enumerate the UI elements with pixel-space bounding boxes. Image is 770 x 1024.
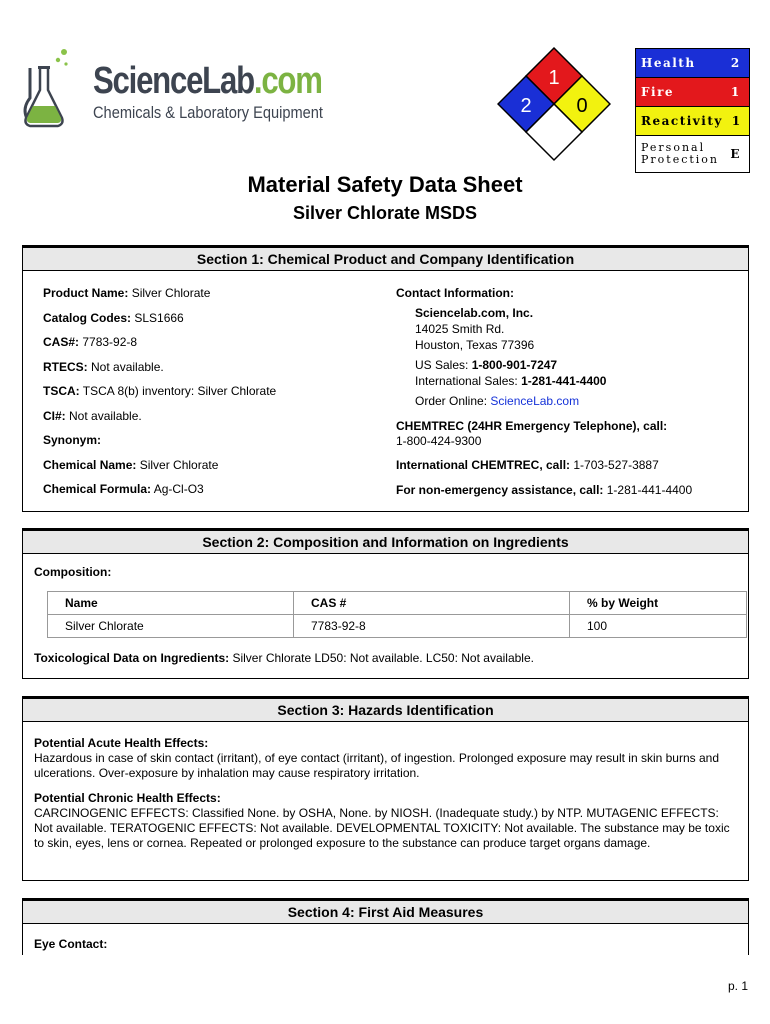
product-name: Product Name: Silver Chlorate	[43, 286, 211, 300]
ci-number: CI#: Not available.	[43, 409, 142, 423]
hmis-health-row: Health 2	[636, 49, 749, 78]
page-title: Material Safety Data Sheet	[247, 172, 523, 197]
chemtrec-label: CHEMTREC (24HR Emergency Telephone), call:	[396, 419, 668, 433]
composition-label: Composition:	[34, 565, 112, 579]
rtecs: RTECS: Not available.	[43, 360, 164, 374]
table-header-row: Name CAS # % by Weight	[48, 592, 747, 615]
section-3	[22, 696, 749, 881]
hmis-table	[635, 48, 750, 173]
catalog-codes: Catalog Codes: SLS1666	[43, 311, 184, 325]
nfpa-reactivity-value: 0	[576, 95, 588, 117]
section-1	[22, 245, 749, 512]
section-2	[22, 528, 749, 679]
nfpa-diamond	[497, 46, 611, 164]
table-row: Silver Chlorate 7783-92-8 100	[48, 615, 747, 638]
address-line-2: Houston, Texas 77396	[415, 338, 535, 352]
logo-brand: ScienceLab.com	[93, 60, 322, 102]
chemtrec-phone: 1-800-424-9300	[396, 434, 482, 448]
chronic-effects: Potential Chronic Health Effects: CARCINOGENIC EFFECTS: Classified None. by OSHA, None. by NIOSH. (Inadequate study.) by NTP. MUTAGENIC EFFECTS: Not available. TERATOGENIC EFFECTS: Not available. DEVELOPMENTAL TOXICITY: Not available. The substance may be toxic to skin, eyes, lens or cornea. Repeated or prolonged exposure to the substance can produce target organs damage.	[34, 791, 730, 850]
us-sales: US Sales: 1-800-901-7247	[415, 358, 558, 372]
address-line-1: 14025 Smith Rd.	[415, 322, 505, 336]
eye-contact-label: Eye Contact:	[34, 937, 108, 951]
intl-sales: International Sales: 1-281-441-4400	[415, 374, 607, 388]
section-3-heading: Section 3: Hazards Identification	[23, 697, 748, 722]
non-emergency: For non-emergency assistance, call: 1-281-441-4400	[396, 483, 693, 497]
company-name: Sciencelab.com, Inc.	[415, 306, 534, 320]
nfpa-fire-value: 1	[548, 67, 560, 89]
nfpa-health-value: 2	[520, 95, 532, 117]
tsca: TSCA: TSCA 8(b) inventory: Silver Chlorate	[43, 384, 277, 398]
hmis-reactivity-row: Reactivity 1	[636, 107, 749, 136]
chemical-formula: Chemical Formula: Ag-Cl-O3	[43, 482, 204, 496]
section-2-heading: Section 2: Composition and Information on Ingredients	[23, 529, 748, 554]
cas-number: CAS#: 7783-92-8	[43, 335, 138, 349]
chemical-name: Chemical Name: Silver Chlorate	[43, 458, 219, 472]
page-subtitle: Silver Chlorate MSDS	[292, 203, 478, 223]
section-4	[22, 898, 749, 955]
contact-label: Contact Information:	[396, 286, 514, 300]
order-online: Order Online: ScienceLab.com	[415, 394, 580, 408]
synonym: Synonym:	[43, 433, 102, 447]
sciencelab-link[interactable]: ScienceLab.com	[490, 394, 580, 408]
section-1-heading: Section 1: Chemical Product and Company Identification	[23, 246, 748, 271]
composition-table	[47, 591, 747, 638]
intl-chemtrec: International CHEMTREC, call: 1-703-527-3887	[396, 458, 659, 472]
hmis-fire-row: Fire 1	[636, 78, 749, 107]
page-number: p. 1	[727, 979, 748, 993]
hmis-protection-row: Personal Protection E	[636, 136, 749, 172]
section-4-heading: Section 4: First Aid Measures	[23, 899, 748, 924]
toxicological-data: Toxicological Data on Ingredients: Silver Chlorate LD50: Not available. LC50: Not available.	[34, 651, 534, 665]
logo-tagline: Chemicals & Laboratory Equipment	[93, 103, 323, 122]
acute-effects: Potential Acute Health Effects: Hazardous in case of skin contact (irritant), of eye contact (irritant), of ingestion. Prolonged exposure may result in skin burns and ulcerations. Over-exposure by inhalation may cause respiratory irritation.	[34, 736, 719, 780]
flask-logo-icon	[20, 46, 92, 136]
